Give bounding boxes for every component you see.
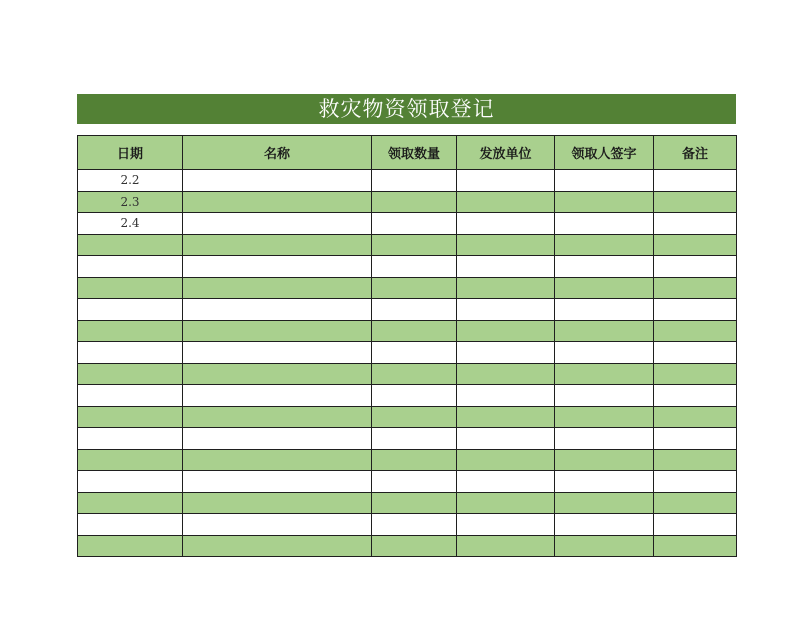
column-header-recipient-signature: 领取人签字: [555, 136, 654, 170]
table-row: [78, 514, 737, 536]
cell-recipient-signature[interactable]: [555, 320, 654, 342]
cell-date[interactable]: [78, 535, 183, 557]
cell-recipient-signature[interactable]: [555, 299, 654, 321]
cell-issuing-unit[interactable]: [457, 342, 555, 364]
cell-recipient-signature[interactable]: [555, 170, 654, 192]
cell-date[interactable]: [78, 514, 183, 536]
cell-remarks[interactable]: [654, 385, 737, 407]
cell-issuing-unit[interactable]: [457, 514, 555, 536]
cell-recipient-signature[interactable]: [555, 385, 654, 407]
cell-issuing-unit[interactable]: [457, 385, 555, 407]
cell-date[interactable]: [78, 428, 183, 450]
cell-name[interactable]: [183, 428, 372, 450]
cell-date[interactable]: [78, 406, 183, 428]
cell-date[interactable]: [78, 342, 183, 364]
cell-quantity[interactable]: [372, 471, 457, 493]
table-row: [78, 213, 737, 235]
cell-issuing-unit[interactable]: [457, 535, 555, 557]
cell-recipient-signature[interactable]: [555, 471, 654, 493]
cell-issuing-unit[interactable]: [457, 320, 555, 342]
column-header-remarks: 备注: [654, 136, 737, 170]
cell-issuing-unit[interactable]: [457, 191, 555, 213]
cell-issuing-unit[interactable]: [457, 170, 555, 192]
cell-name[interactable]: [183, 213, 372, 235]
registration-table: [77, 135, 737, 557]
cell-recipient-signature[interactable]: [555, 234, 654, 256]
cell-name[interactable]: [183, 342, 372, 364]
cell-remarks[interactable]: [654, 342, 737, 364]
registration-sheet: [77, 94, 736, 557]
column-header-issuing-unit: 发放单位: [457, 136, 555, 170]
cell-date[interactable]: [78, 256, 183, 278]
cell-quantity[interactable]: [372, 299, 457, 321]
table-row: [78, 449, 737, 471]
cell-date[interactable]: [78, 471, 183, 493]
cell-name[interactable]: [183, 363, 372, 385]
cell-issuing-unit[interactable]: [457, 299, 555, 321]
cell-recipient-signature[interactable]: [555, 535, 654, 557]
cell-quantity[interactable]: [372, 191, 457, 213]
cell-recipient-signature[interactable]: [555, 428, 654, 450]
cell-date[interactable]: 2.4: [78, 213, 183, 235]
cell-issuing-unit[interactable]: [457, 213, 555, 235]
cell-issuing-unit[interactable]: [457, 277, 555, 299]
cell-date[interactable]: 2.3: [78, 191, 183, 213]
table-row: [78, 234, 737, 256]
cell-quantity[interactable]: [372, 256, 457, 278]
table-row: [78, 492, 737, 514]
table-row: [78, 428, 737, 450]
cell-name[interactable]: [183, 234, 372, 256]
cell-quantity[interactable]: [372, 342, 457, 364]
cell-recipient-signature[interactable]: [555, 449, 654, 471]
cell-issuing-unit[interactable]: [457, 406, 555, 428]
cell-name[interactable]: [183, 449, 372, 471]
cell-remarks[interactable]: [654, 406, 737, 428]
cell-name[interactable]: [183, 256, 372, 278]
cell-remarks[interactable]: [654, 471, 737, 493]
cell-quantity[interactable]: [372, 514, 457, 536]
column-header-name: 名称: [183, 136, 372, 170]
cell-date[interactable]: 2.2: [78, 170, 183, 192]
cell-remarks[interactable]: [654, 320, 737, 342]
cell-issuing-unit[interactable]: [457, 234, 555, 256]
column-header-quantity: 领取数量: [372, 136, 457, 170]
cell-recipient-signature[interactable]: [555, 277, 654, 299]
cell-date[interactable]: [78, 299, 183, 321]
cell-recipient-signature[interactable]: [555, 213, 654, 235]
table-body: [78, 170, 737, 557]
cell-remarks[interactable]: [654, 170, 737, 192]
cell-remarks[interactable]: [654, 299, 737, 321]
cell-remarks[interactable]: [654, 514, 737, 536]
cell-recipient-signature[interactable]: [555, 191, 654, 213]
table-row: [78, 406, 737, 428]
cell-remarks[interactable]: [654, 363, 737, 385]
cell-date[interactable]: [78, 277, 183, 299]
cell-remarks[interactable]: [654, 492, 737, 514]
cell-issuing-unit[interactable]: [457, 471, 555, 493]
cell-date[interactable]: [78, 449, 183, 471]
cell-remarks[interactable]: [654, 191, 737, 213]
cell-name[interactable]: [183, 191, 372, 213]
cell-name[interactable]: [183, 406, 372, 428]
table-row: [78, 256, 737, 278]
cell-recipient-signature[interactable]: [555, 406, 654, 428]
cell-date[interactable]: [78, 320, 183, 342]
cell-name[interactable]: [183, 514, 372, 536]
sheet-title: 救灾物资领取登记: [77, 94, 736, 124]
cell-quantity[interactable]: [372, 492, 457, 514]
cell-quantity[interactable]: [372, 277, 457, 299]
cell-quantity[interactable]: [372, 234, 457, 256]
cell-name[interactable]: [183, 471, 372, 493]
table-row: [78, 342, 737, 364]
cell-recipient-signature[interactable]: [555, 492, 654, 514]
cell-name[interactable]: [183, 492, 372, 514]
table-row: [78, 535, 737, 557]
cell-recipient-signature[interactable]: [555, 256, 654, 278]
table-row: [78, 320, 737, 342]
cell-name[interactable]: [183, 320, 372, 342]
table-row: [78, 277, 737, 299]
cell-name[interactable]: [183, 277, 372, 299]
cell-name[interactable]: [183, 535, 372, 557]
cell-quantity[interactable]: [372, 385, 457, 407]
title-spacer: [77, 124, 736, 135]
cell-issuing-unit[interactable]: [457, 492, 555, 514]
cell-issuing-unit[interactable]: [457, 363, 555, 385]
cell-name[interactable]: [183, 385, 372, 407]
cell-issuing-unit[interactable]: [457, 256, 555, 278]
cell-issuing-unit[interactable]: [457, 428, 555, 450]
cell-date[interactable]: [78, 385, 183, 407]
cell-date[interactable]: [78, 492, 183, 514]
cell-remarks[interactable]: [654, 449, 737, 471]
table-row: [78, 385, 737, 407]
cell-recipient-signature[interactable]: [555, 363, 654, 385]
cell-name[interactable]: [183, 299, 372, 321]
cell-remarks[interactable]: [654, 213, 737, 235]
cell-recipient-signature[interactable]: [555, 342, 654, 364]
table-row: [78, 471, 737, 493]
cell-quantity[interactable]: [372, 213, 457, 235]
table-row: [78, 363, 737, 385]
cell-quantity[interactable]: [372, 428, 457, 450]
table-row: [78, 299, 737, 321]
cell-quantity[interactable]: [372, 535, 457, 557]
cell-quantity[interactable]: [372, 449, 457, 471]
cell-remarks[interactable]: [654, 256, 737, 278]
cell-remarks[interactable]: [654, 277, 737, 299]
cell-date[interactable]: [78, 234, 183, 256]
cell-quantity[interactable]: [372, 320, 457, 342]
column-header-date: 日期: [78, 136, 183, 170]
cell-date[interactable]: [78, 363, 183, 385]
cell-remarks[interactable]: [654, 234, 737, 256]
cell-quantity[interactable]: [372, 170, 457, 192]
table-row: [78, 170, 737, 192]
cell-remarks[interactable]: [654, 428, 737, 450]
cell-remarks[interactable]: [654, 535, 737, 557]
cell-recipient-signature[interactable]: [555, 514, 654, 536]
table-row: [78, 191, 737, 213]
cell-quantity[interactable]: [372, 406, 457, 428]
cell-name[interactable]: [183, 170, 372, 192]
header-row: [78, 136, 737, 170]
cell-issuing-unit[interactable]: [457, 449, 555, 471]
cell-quantity[interactable]: [372, 363, 457, 385]
